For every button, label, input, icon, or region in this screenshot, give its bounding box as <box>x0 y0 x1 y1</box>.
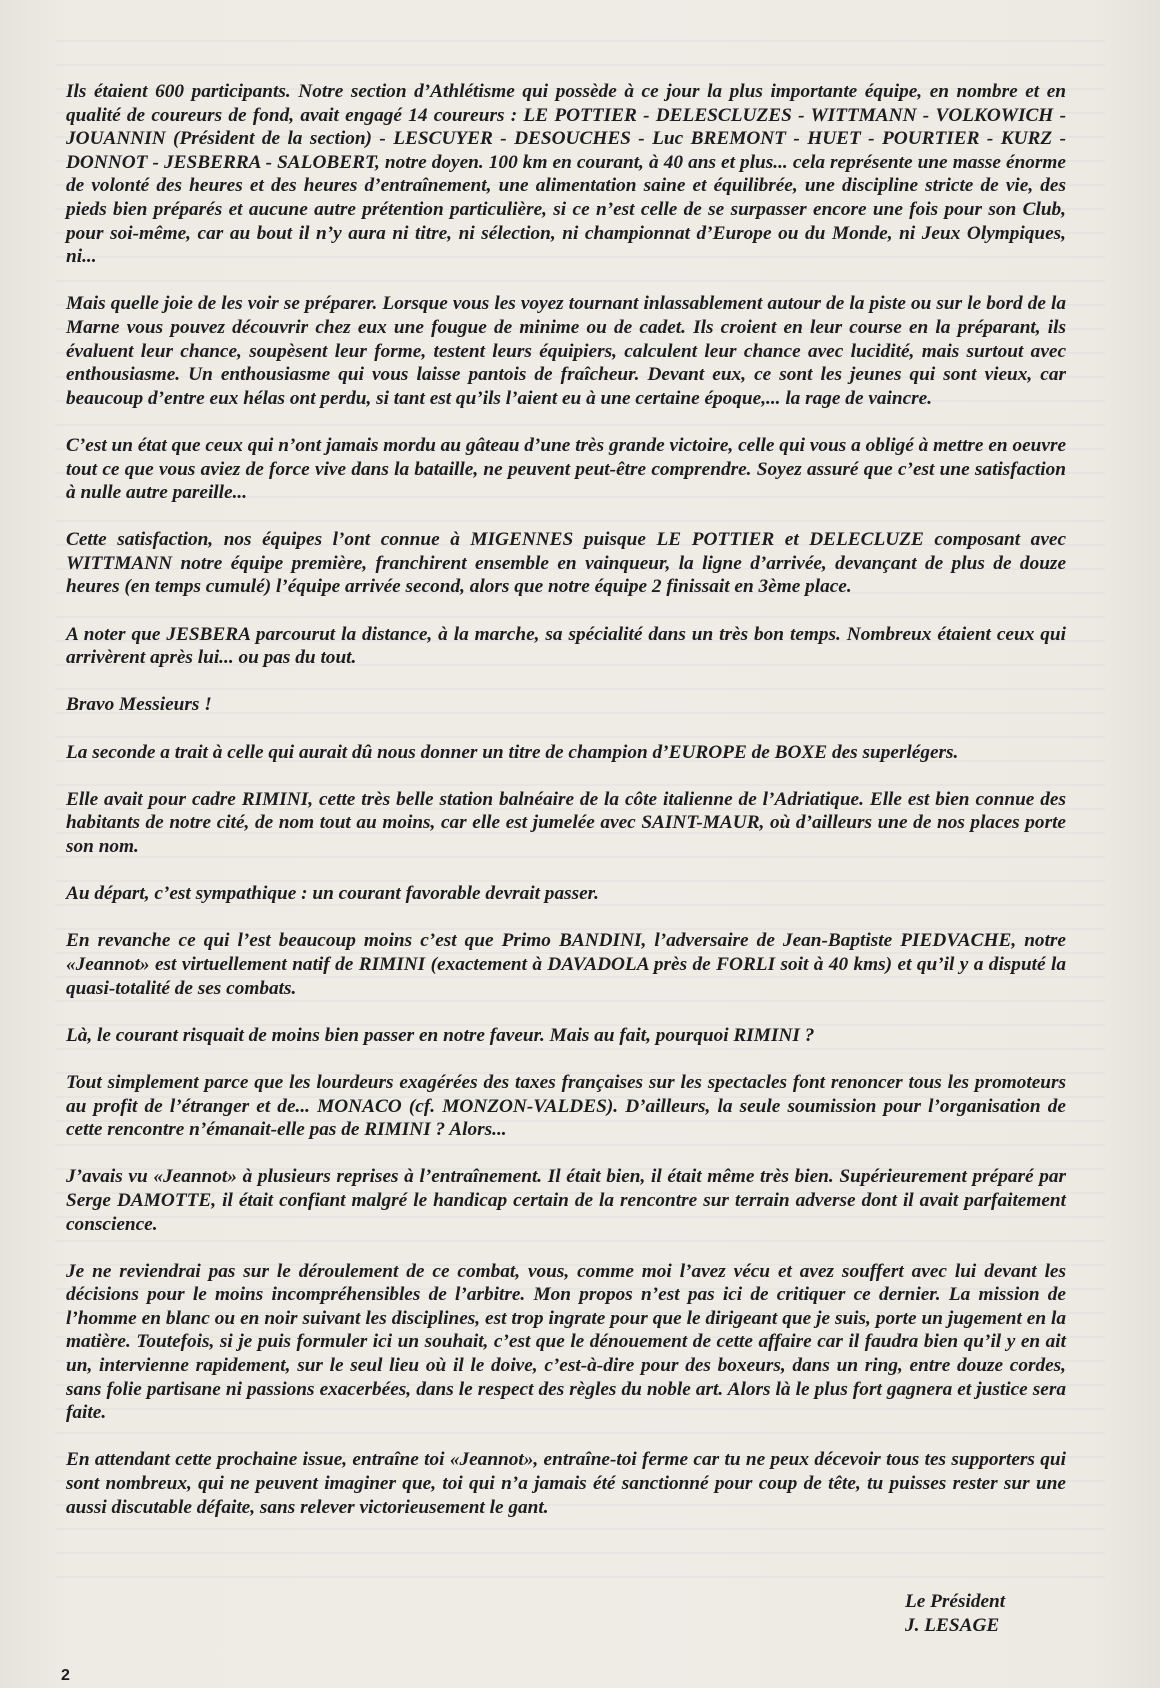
signature-block <box>905 1590 1005 1637</box>
paragraph-boxing-title: La seconde a trait à celle qui aurait dû nous donner un titre de champion d’EUROPE de BOXE des superlégers. <box>66 741 959 763</box>
paragraph-jesbera: A noter que JESBERA parcourut la distance, à la marche, sa spécialité dans un très bon temps. Nombreux étaient ceux qui arrivèrent après lui... ou pas du tout. <box>66 623 1066 669</box>
paragraph-combat: Je ne reviendrai pas sur le déroulement de ce combat, vous, comme moi l’avez vécu et avez souffert avec lui devant les décisions pour le moins incompréhensibles de l’arbitre. Mon propos n’est pas ici de critiquer ce dernier. La mission de l’homme en blanc ou en noir suivant les disciplines, est trop ingrate pour que le dirigeant que je suis, porte un jugement en la matière. Toutefois, si je puis formuler ici un souhait, c’est que le dénouement de cette affaire car il faudra bien qu’il y en ait un, intervienne rapidement, sur le seul lieu où il le doive, c’est-à-dire pour des boxeurs, dans un ring, entre douze cordes, sans folie partisane ni passions exacerbées, dans le respect des règles du noble art. Alors là le plus fort gagnera et justice sera faite. <box>66 1260 1066 1424</box>
signature-name: J. LESAGE <box>905 1614 1000 1636</box>
paragraph-bandini: En revanche ce qui l’est beaucoup moins c’est que Primo BANDINI, l’adversaire de Jean-Baptiste PIEDVACHE, notre «Jeannot» est virtuellement natif de RIMINI (exactement à DAVADOLA près de FORLI soit à 40 kms) et qu’il y a disputé la quasi-totalité de ses combats. <box>66 930 1066 999</box>
article-body <box>66 80 1066 1543</box>
paragraph-preparation: Mais quelle joie de les voir se préparer. Lorsque vous les voyez tournant inlassablement autour de la piste ou sur le bord de la Marne vous pouvez découvrir chez eux une fougue de minime ou de cadet. Ils croient en leur course en la préparant, ils évaluent leur chance, soupèsent leur forme, testent leurs équipiers, calculent leur chance avec lucidité, mais surtout avec enthousiasme. Un enthousiasme qui vous laisse pantois de fraîcheur. Devant eux, ce sont les jeunes qui sont vieux, car beaucoup d’entre eux hélas ont perdu, si tant est qu’ils l’aient eu à une certaine époque,... la rage de vaincre. <box>66 293 1066 409</box>
paragraph-training: J’avais vu «Jeannot» à plusieurs reprises à l’entraînement. Il était bien, il était même très bien. Supérieurement préparé par Serge DAMOTTE, il était confiant malgré le handicap certain de la rencontre sur terrain adverse dont il avait parfaitement conscience. <box>66 1166 1066 1235</box>
paragraph-depart: Au départ, c’est sympathique : un courant favorable devrait passer. <box>66 883 599 905</box>
paragraph-migennes: Cette satisfaction, nos équipes l’ont connue à MIGENNES puisque LE POTTIER et DELECLUZE composant avec WITTMANN notre équipe première, franchirent ensemble en vainqueur, la ligne d’arrivée, devançant de plus de douze heures (en temps cumulé) l’équipe arrivée second, alors que notre équipe 2 finissait en 3ème place. <box>66 529 1066 598</box>
paragraph-taxes: Tout simplement parce que les lourdeurs exagérées des taxes françaises sur les spectacles font renoncer tous les promoteurs au profit de l’étranger et de... MONACO (cf. MONZON-VALDES). D’ailleurs, la seule soumission pour l’organisation de cette rencontre n’émanait-elle pas de RIMINI ? Alors... <box>66 1071 1066 1141</box>
signature-title: Le Président <box>905 1591 1006 1612</box>
paragraph-bravo: Bravo Messieurs ! <box>66 694 212 716</box>
paragraph-conclusion: En attendant cette prochaine issue, entraîne toi «Jeannot», entraîne-toi ferme car tu ne peux décevoir tous tes supporters qui sont nombreux, qui ne peuvent imaginer que, toi qui n’a jamais été sanctionné pour coup de tête, tu puisses rester sur une aussi discutable défaite, sans relever victorieusement le gant. <box>66 1449 1066 1518</box>
paragraph-courant: Là, le courant risquait de moins bien passer en notre faveur. Mais au fait, pourquoi RIMINI ? <box>66 1024 815 1046</box>
paragraph-participants: Ils étaient 600 participants. Notre section d’Athlétisme qui possède à ce jour la plus importante équipe, en nombre et en qualité de coureurs de fond, avait engagé 14 coureurs : LE POTTIER - DELESCLUZES - WITTMANN - VOLKOWICH - JOUANNIN (Président de la section) - LESCUYER - DESOUCHES - Luc BREMONT - HUET - POURTIER - KURZ - DONNOT - JESBERRA - SALOBERT, notre doyen. 100 km en courant, à 40 ans et plus... cela représente une masse énorme de volonté des heures et des heures d’entraînement, une alimentation saine et équilibrée, une discipline stricte de vie, des pieds bien préparés et aucune autre prétention particulière, si ce n’est celle de se surpasser encore une fois pour son Club, pour soi-même, car au bout il n’y aura ni titre, ni sélection, ni championnat d’Europe ou du Monde, ni Jeux Olympiques, ni... <box>66 81 1066 268</box>
page-number: 2 <box>61 1667 70 1684</box>
paragraph-rimini: Elle avait pour cadre RIMINI, cette très belle station balnéaire de la côte italienne de l’Adriatique. Elle est bien connue des habitants de notre cité, de nom tout au moins, car elle est jumelée avec SAINT-MAUR, où d’ailleurs une de nos places porte son nom. <box>66 788 1066 857</box>
paragraph-victory: C’est un état que ceux qui n’ont jamais mordu au gâteau d’une très grande victoire, celle qui vous a obligé à mettre en oeuvre tout ce que vous aviez de force vive dans la bataille, ne peuvent peut-être comprendre. Soyez assuré que c’est une satisfaction à nulle autre pareille... <box>66 434 1066 504</box>
